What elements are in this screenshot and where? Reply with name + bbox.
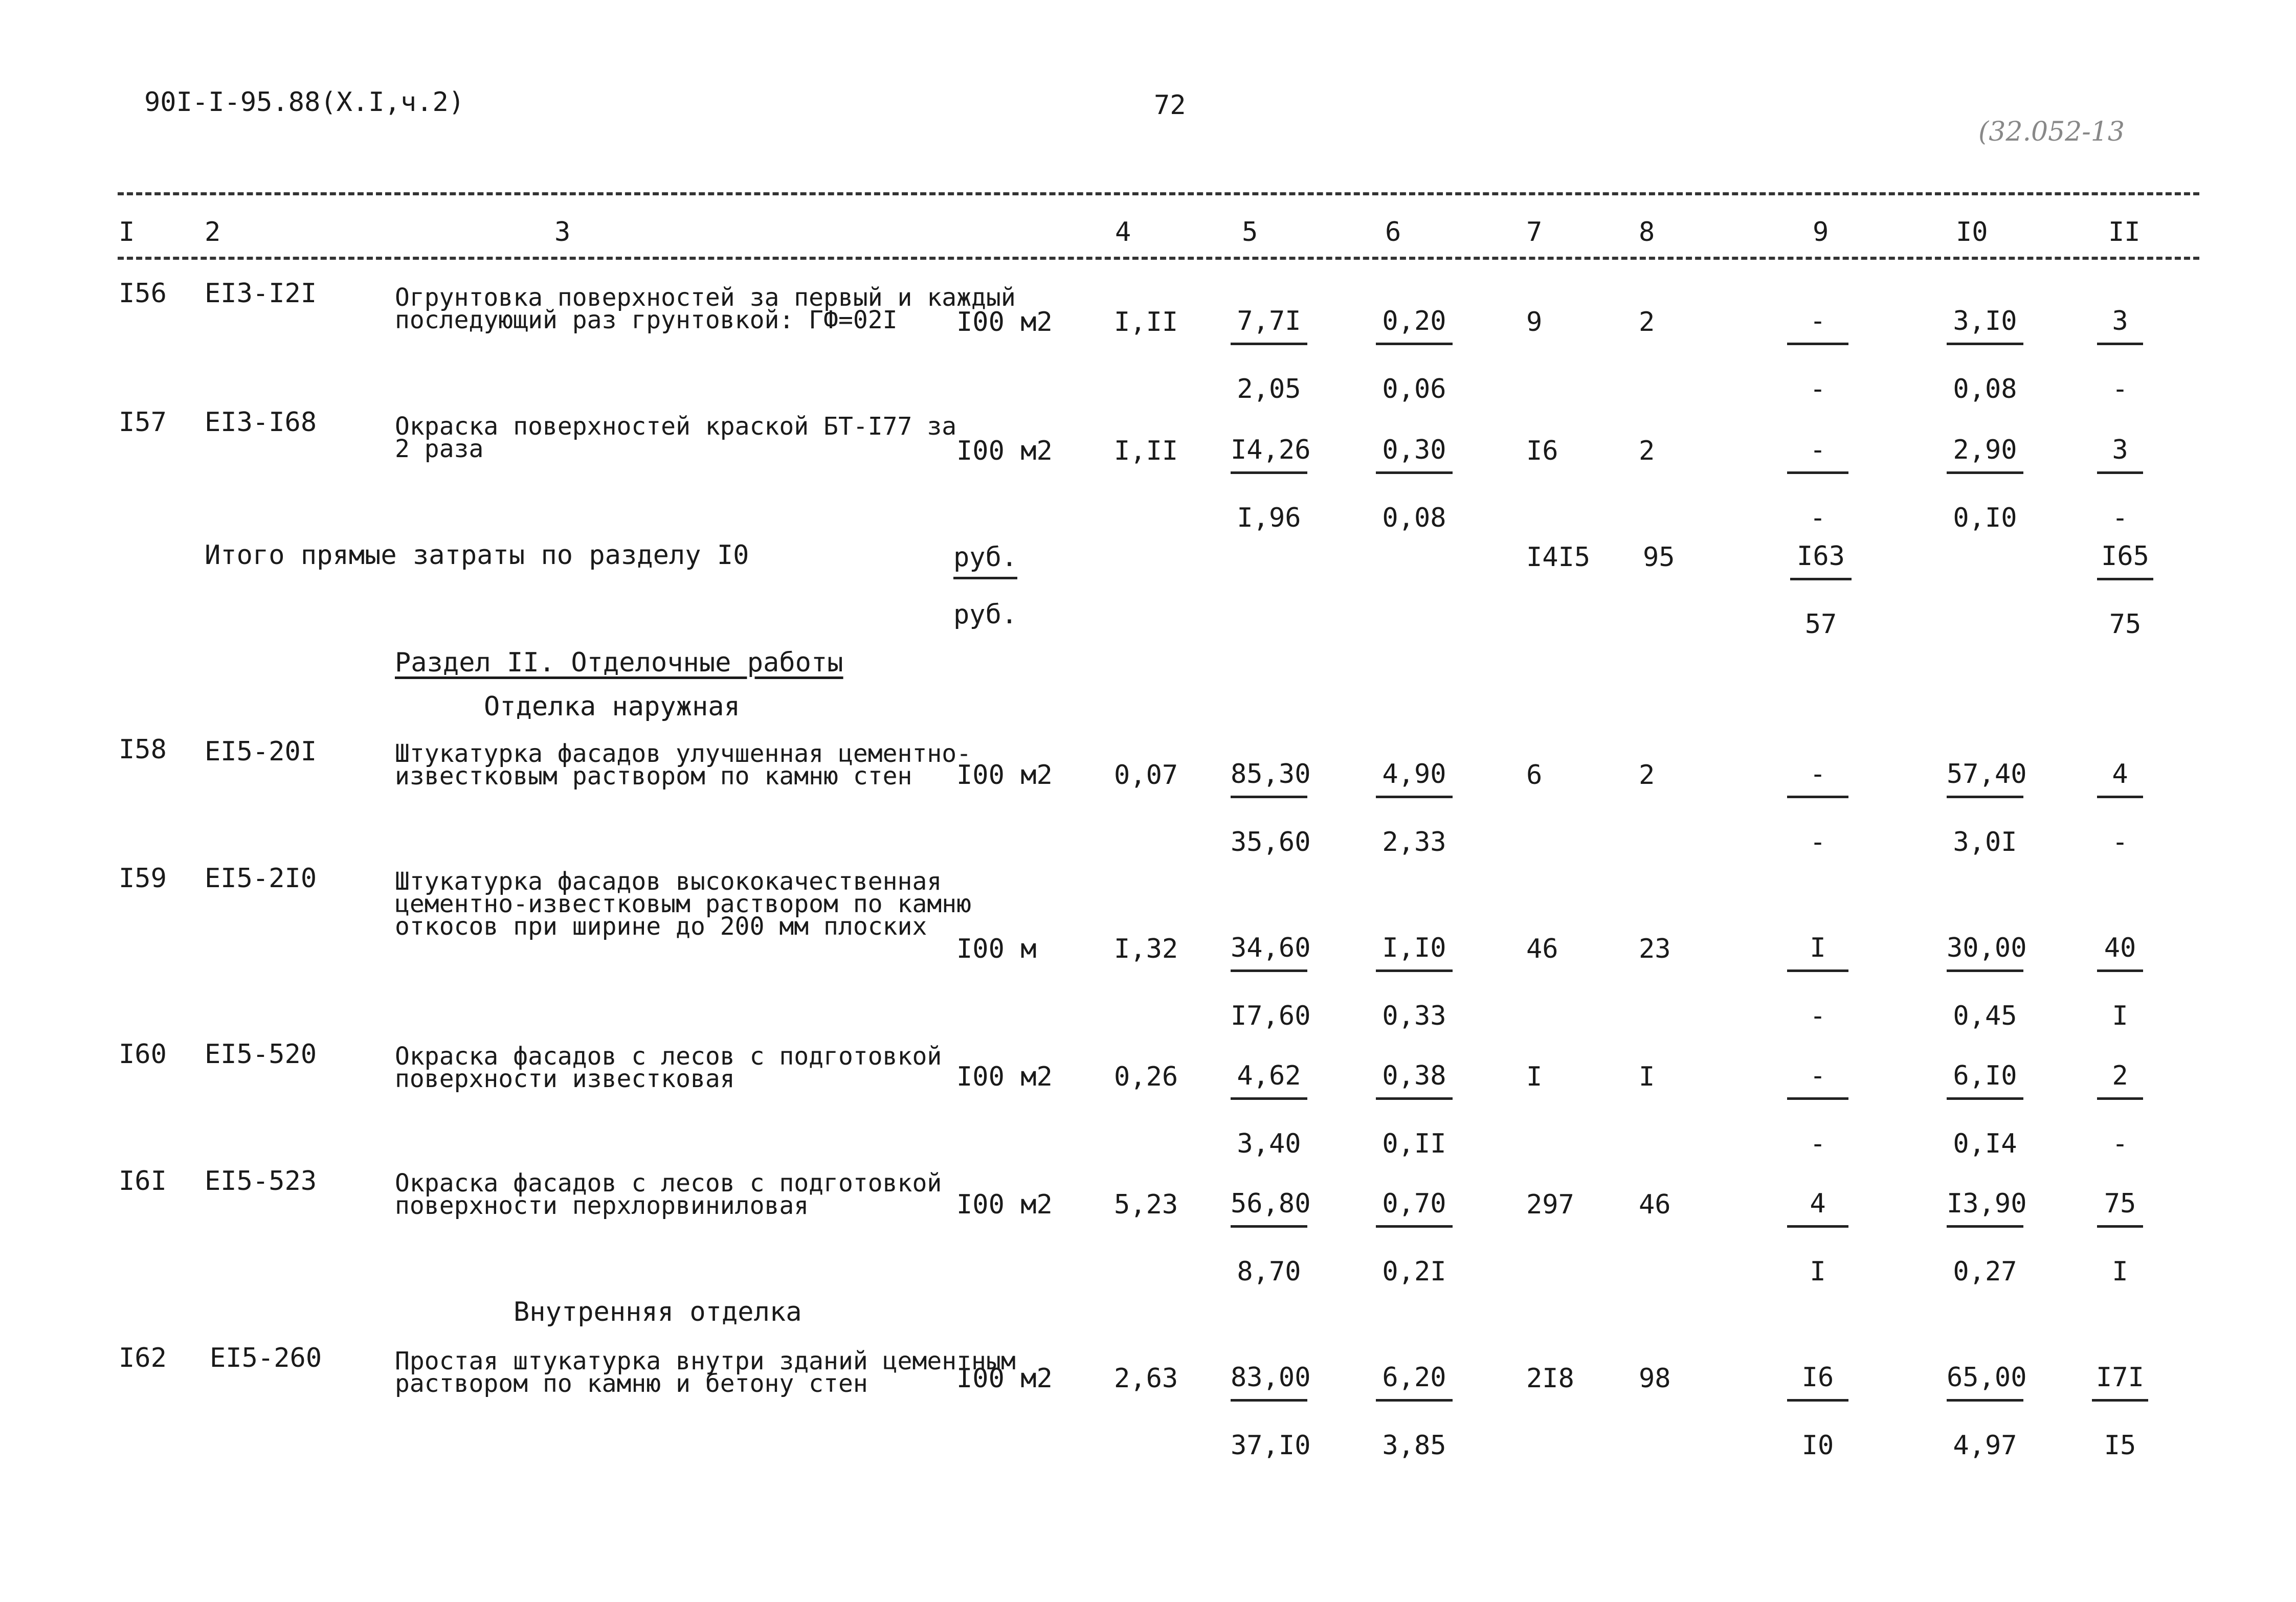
- cell-col5: [1231, 1362, 1311, 1461]
- value-bottom: 2,05: [1237, 374, 1301, 404]
- cell-col9: [1787, 934, 1848, 1030]
- value-top: 56,80: [1231, 1189, 1307, 1228]
- value-bottom: 3,40: [1237, 1129, 1301, 1159]
- total-unit-bottom: руб.: [953, 599, 1018, 630]
- value-bottom: 4,97: [1953, 1430, 2017, 1461]
- value-bottom: 0,2I: [1382, 1256, 1446, 1287]
- value-bottom: 75: [2109, 609, 2142, 640]
- value-bottom: -: [1810, 503, 1826, 533]
- cell-col8: 23: [1639, 934, 1671, 964]
- cell-col5: [1231, 307, 1307, 403]
- cell-col8: 46: [1639, 1189, 1671, 1220]
- column-header: II: [2108, 217, 2141, 247]
- total-col9: [1790, 542, 1852, 639]
- column-header: 7: [1526, 217, 1543, 247]
- rate-code: EI5-260: [210, 1343, 322, 1373]
- cell-col6: [1376, 760, 1453, 856]
- cell-col11: [2097, 760, 2143, 856]
- work-description: Окраска фасадов с лесов с подготовкой поверхности перхлорвиниловая: [395, 1169, 942, 1220]
- cell-col7: 297: [1526, 1189, 1574, 1220]
- cell-col9: [1787, 436, 1848, 532]
- value-top: 3,I0: [1947, 307, 2023, 345]
- rate-code: EI5-523: [205, 1166, 317, 1197]
- total-label: Итого прямые затраты по разделу I0: [205, 540, 749, 571]
- cell-col7: 2I8: [1526, 1363, 1574, 1394]
- rate-code: EI5-520: [205, 1039, 317, 1070]
- value-bottom: -: [2112, 827, 2128, 858]
- value-top: 65,00: [1947, 1363, 2023, 1402]
- row-number: I6I: [119, 1166, 167, 1197]
- value-top: I4,26: [1231, 436, 1307, 474]
- cell-col8: I: [1639, 1062, 1655, 1092]
- value-bottom: 0,27: [1953, 1256, 2017, 1287]
- column-header: 2: [205, 217, 221, 247]
- cell-col8: 2: [1639, 307, 1655, 337]
- cell-col6: [1376, 934, 1453, 1030]
- value-top: I7I: [2092, 1363, 2148, 1402]
- value-bottom: 0,I0: [1953, 503, 2017, 533]
- value-top: 85,30: [1231, 760, 1307, 798]
- row-number: I62: [119, 1343, 167, 1373]
- value-bottom: I: [2112, 1256, 2128, 1287]
- value-top: -: [1787, 760, 1848, 798]
- value-top: 57,40: [1947, 760, 2023, 798]
- cell-col5: [1231, 1188, 1311, 1287]
- rate-code: EI3-I2I: [205, 278, 317, 309]
- cell-col11: [2097, 1062, 2143, 1158]
- value-top: -: [1787, 436, 1848, 474]
- cell-col11: [2097, 307, 2143, 403]
- rate-code: EI3-I68: [205, 407, 317, 438]
- cell-col6: [1376, 1062, 1453, 1158]
- page-number: 72: [1154, 90, 1186, 121]
- work-description: Огрунтовка поверхностей за первый и каждый последующий раз грунтовкой: ГФ=02I: [395, 283, 1016, 334]
- work-description: Окраска фасадов с лесов с подготовкой поверхности известковая: [395, 1042, 942, 1093]
- value-top: 6,20: [1376, 1363, 1453, 1402]
- value-top: 30,00: [1947, 934, 2023, 972]
- value-top: 4: [2097, 760, 2143, 798]
- value-bottom: 0,II: [1382, 1129, 1446, 1159]
- value-top: -: [1787, 307, 1848, 345]
- value-top: 2: [2097, 1062, 2143, 1100]
- column-header: 5: [1242, 217, 1258, 247]
- total-col8: 95: [1643, 542, 1675, 573]
- unit: I00 м2: [956, 307, 1053, 337]
- header-bottom-rule: [118, 257, 2199, 260]
- column-header: 4: [1115, 217, 1131, 247]
- column-header: 3: [554, 217, 571, 247]
- cell-col10: [1947, 933, 2027, 1031]
- column-header: 6: [1385, 217, 1401, 247]
- unit: I00 м2: [956, 760, 1053, 791]
- quantity: 2,63: [1114, 1363, 1178, 1394]
- cell-col9: [1787, 1363, 1848, 1460]
- value-top: 0,38: [1376, 1062, 1453, 1100]
- total-col11: [2097, 542, 2153, 639]
- unit: I00 м2: [956, 1062, 1053, 1092]
- cell-col10: [1947, 759, 2027, 858]
- column-header: I: [119, 217, 135, 247]
- value-top: -: [1787, 1062, 1848, 1100]
- cell-col5: [1231, 933, 1311, 1031]
- value-bottom: -: [1810, 1129, 1826, 1159]
- value-bottom: 2,33: [1382, 827, 1446, 858]
- value-bottom: 0,08: [1382, 503, 1446, 533]
- value-bottom: 8,70: [1237, 1256, 1301, 1287]
- cell-col8: 2: [1639, 436, 1655, 466]
- header-top-rule: [118, 192, 2199, 195]
- cell-col5: [1231, 759, 1311, 858]
- value-top: I: [1787, 934, 1848, 972]
- unit: I00 м2: [956, 1189, 1053, 1220]
- cell-col8: 2: [1639, 760, 1655, 791]
- row-number: I57: [119, 407, 167, 438]
- value-bottom: -: [1810, 374, 1826, 404]
- row-number: I56: [119, 278, 167, 309]
- unit: I00 м2: [956, 1363, 1053, 1394]
- rate-code: EI5-20I: [205, 736, 317, 767]
- value-top: 40: [2097, 934, 2143, 972]
- value-top: 75: [2097, 1189, 2143, 1228]
- cell-col7: I: [1526, 1062, 1543, 1092]
- value-top: 0,70: [1376, 1189, 1453, 1228]
- cell-col8: 98: [1639, 1363, 1671, 1394]
- cell-col9: [1787, 760, 1848, 856]
- value-bottom: -: [2112, 374, 2128, 404]
- cell-col11: [2092, 1363, 2148, 1460]
- value-bottom: 35,60: [1231, 827, 1311, 858]
- unit: I00 м2: [956, 436, 1053, 466]
- value-top: I65: [2097, 542, 2153, 580]
- subsection-title: Отделка наружная: [484, 691, 740, 722]
- section-title: Раздел II. Отделочные работы: [395, 647, 843, 678]
- value-bottom: -: [2112, 503, 2128, 533]
- value-bottom: 0,08: [1953, 374, 2017, 404]
- value-bottom: -: [1810, 1001, 1826, 1031]
- unit: I00 м: [956, 934, 1037, 964]
- total-col7: I4I5: [1526, 542, 1591, 573]
- value-bottom: 0,06: [1382, 374, 1446, 404]
- cell-col11: [2097, 934, 2143, 1030]
- value-bottom: I,96: [1237, 503, 1301, 533]
- value-bottom: 0,33: [1382, 1001, 1446, 1031]
- cell-col6: [1376, 1363, 1453, 1460]
- quantity: 0,26: [1114, 1062, 1178, 1092]
- value-bottom: 37,I0: [1231, 1430, 1311, 1461]
- value-top: 0,30: [1376, 436, 1453, 474]
- quantity: I,II: [1114, 436, 1178, 466]
- quantity: I,II: [1114, 307, 1178, 337]
- work-description: Штукатурка фасадов высококачественная цементно-известковым раствором по камню откосов при ширине до 200 мм плоских: [395, 867, 972, 941]
- value-top: 4: [1787, 1189, 1848, 1228]
- cell-col7: I6: [1526, 436, 1558, 466]
- quantity: I,32: [1114, 934, 1178, 964]
- cell-col11: [2097, 436, 2143, 532]
- value-bottom: I7,60: [1231, 1001, 1311, 1031]
- cell-col10: [1947, 1188, 2027, 1287]
- cell-col5: [1231, 1062, 1307, 1158]
- cell-col7: 46: [1526, 934, 1558, 964]
- value-bottom: I: [1810, 1256, 1826, 1287]
- cell-col7: 9: [1526, 307, 1543, 337]
- quantity: 0,07: [1114, 760, 1178, 791]
- value-bottom: I5: [2104, 1430, 2136, 1461]
- row-number: I60: [119, 1039, 167, 1070]
- value-top: 7,7I: [1231, 307, 1307, 345]
- value-top: 6,I0: [1947, 1062, 2023, 1100]
- value-top: I6: [1787, 1363, 1848, 1402]
- rate-code: EI5-2I0: [205, 863, 317, 894]
- cell-col10: [1947, 307, 2023, 403]
- cell-col10: [1947, 436, 2023, 532]
- row-number: I59: [119, 863, 167, 894]
- column-header: 8: [1639, 217, 1655, 247]
- value-top: 83,00: [1231, 1363, 1307, 1402]
- value-bottom: 57: [1804, 609, 1837, 640]
- cell-col9: [1787, 1189, 1848, 1286]
- row-number: I58: [119, 734, 167, 765]
- archive-stamp: (32.052-13: [1978, 117, 2125, 147]
- value-bottom: I0: [1801, 1430, 1834, 1461]
- quantity: 5,23: [1114, 1189, 1178, 1220]
- column-header: I0: [1956, 217, 1988, 247]
- value-top: 3: [2097, 436, 2143, 474]
- cell-col5: [1231, 435, 1311, 533]
- total-unit-top: руб.: [953, 544, 1017, 579]
- cell-col9: [1787, 1062, 1848, 1158]
- cell-col10: [1947, 1362, 2027, 1461]
- cell-col10: [1947, 1062, 2023, 1158]
- cell-col6: [1376, 307, 1453, 403]
- cell-col9: [1787, 307, 1848, 403]
- value-bottom: -: [1810, 827, 1826, 858]
- subsection-title: Внутренняя отделка: [514, 1297, 802, 1327]
- value-top: 0,20: [1376, 307, 1453, 345]
- column-header: 9: [1813, 217, 1829, 247]
- cell-col11: [2097, 1189, 2143, 1286]
- value-top: 3: [2097, 307, 2143, 345]
- value-bottom: 3,0I: [1953, 827, 2017, 858]
- value-top: 4,62: [1231, 1062, 1307, 1100]
- value-bottom: I: [2112, 1001, 2128, 1031]
- value-bottom: 0,I4: [1953, 1129, 2017, 1159]
- work-description: Окраска поверхностей краской БТ-I77 за 2 раза: [395, 412, 957, 463]
- document-code: 90I-I-95.88(X.I,ч.2): [144, 87, 465, 118]
- cell-col6: [1376, 436, 1453, 532]
- value-bottom: -: [2112, 1129, 2128, 1159]
- value-top: I3,90: [1947, 1189, 2023, 1228]
- work-description: Штукатурка фасадов улучшенная цементно- известковым раствором по камню стен: [395, 739, 972, 791]
- cell-col6: [1376, 1189, 1453, 1286]
- value-bottom: 3,85: [1382, 1430, 1446, 1461]
- work-description: Простая штукатурка внутри зданий цементным раствором по камню и бетону стен: [395, 1347, 1016, 1398]
- value-top: I63: [1790, 542, 1852, 580]
- value-top: I,I0: [1376, 934, 1453, 972]
- value-top: 4,90: [1376, 760, 1453, 798]
- value-bottom: 0,45: [1953, 1001, 2017, 1031]
- value-top: 2,90: [1947, 436, 2023, 474]
- value-top: 34,60: [1231, 934, 1307, 972]
- cell-col7: 6: [1526, 760, 1543, 791]
